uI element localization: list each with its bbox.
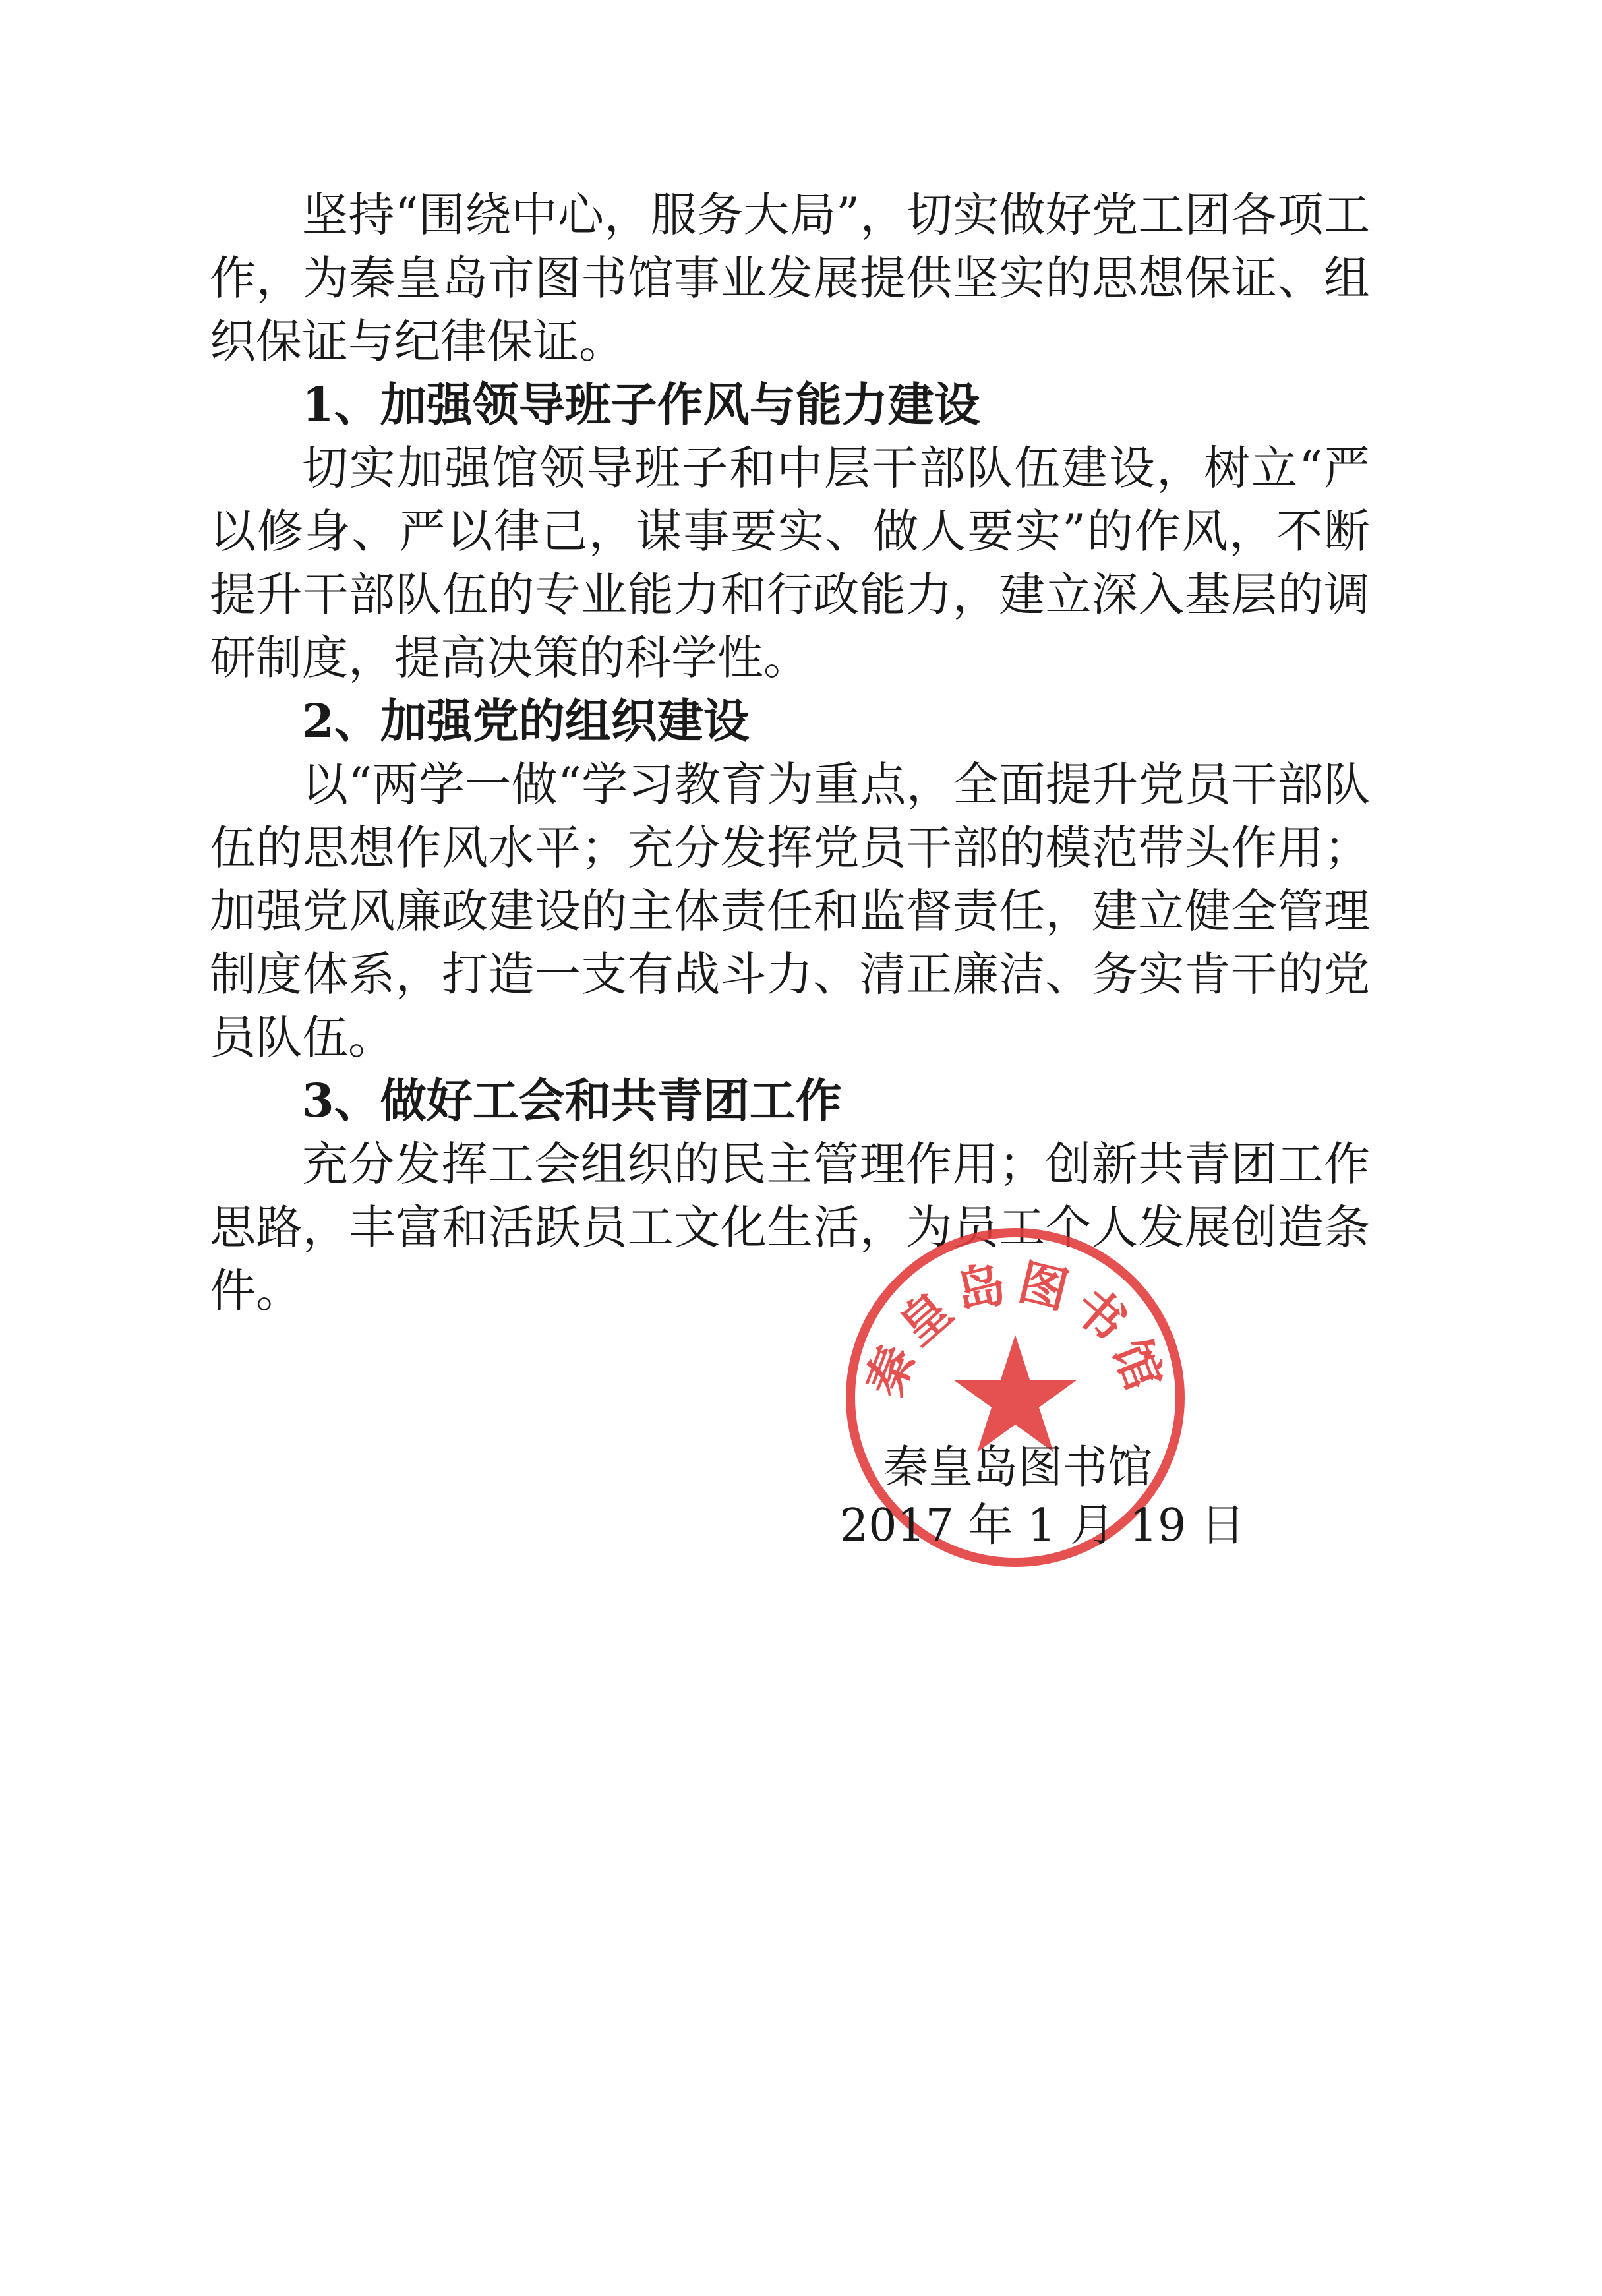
- intro-paragraph: 坚持“围绕中心，服务大局”，切实做好党工团各项工作，为秦皇岛市图书馆事业发展提供坚实的思想保证、组织保证与纪律保证。: [210, 188, 1370, 368]
- section-1-body: 切实加强馆领导班子和中层干部队伍建设，树立“严以修身、严以律己，谋事要实、做人要实”的作风，不断提升干部队伍的专业能力和行政能力，建立深入基层的调研制度，提高决策的科学性。: [210, 441, 1370, 685]
- section-3-body: 充分发挥工会组织的民主管理作用；创新共青团工作思路，丰富和活跃员工文化生活，为员工个人发展创造条件。: [210, 1137, 1370, 1318]
- seal-text: 秦皇岛图书馆: [856, 1253, 1175, 1405]
- section-2-heading: 2、加强党的组织建设: [302, 693, 750, 748]
- signature-date: 2017 年 1 月 19 日: [840, 1500, 1245, 1552]
- section-1-heading: 1、加强领导班子作风与能力建设: [302, 377, 980, 432]
- signature-organization: 秦皇岛图书馆: [883, 1442, 1153, 1494]
- seal-star-icon: [953, 1335, 1077, 1452]
- section-3-heading: 3、做好工会和共青团工作: [302, 1073, 842, 1128]
- section-2-body: 以“两学一做“学习教育为重点，全面提升党员干部队伍的思想作风水平；充分发挥党员干部的模范带头作用；加强党风廉政建设的主体责任和监督责任，建立健全管理制度体系，打造一支有战斗力、清正廉洁、务实肯干的党员队伍。: [210, 757, 1370, 1065]
- document-body: [210, 183, 1370, 1322]
